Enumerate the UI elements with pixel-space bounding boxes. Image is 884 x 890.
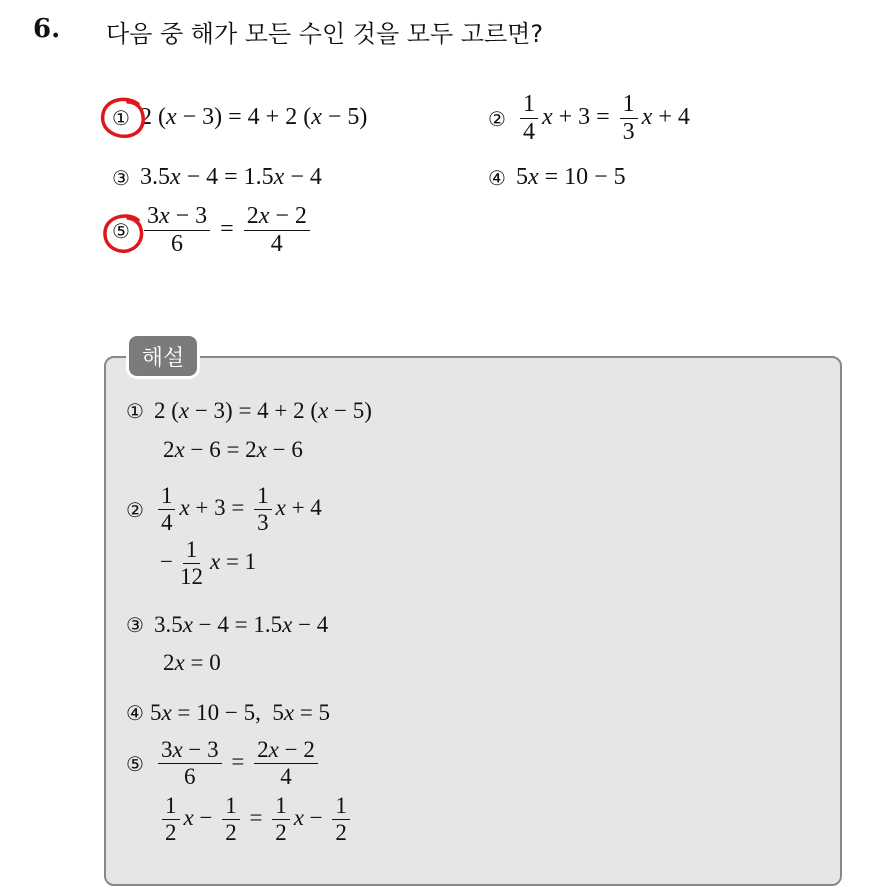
solution-2-line-1: $\frac{1}{4}$ x + 3 = $\frac{1}{3}$ x + 4 <box>154 484 322 535</box>
solution-2-line-2: − $\frac{1}{12}$ x = 1 <box>160 537 257 590</box>
choice-1-marker: ① <box>112 105 130 130</box>
question-text: 다음 중 해가 모든 수인 것을 모두 고르면? <box>106 20 544 48</box>
choice-5[interactable] <box>112 204 314 257</box>
choice-2-marker: ② <box>488 106 506 131</box>
solution-4-marker: ④ <box>126 701 144 725</box>
solution-5-line-2: $\frac{1}{2}$ x − $\frac{1}{2}$ = $\frac{1}{2}$ x − $\frac{1}{2}$ <box>158 794 354 845</box>
choice-4-equation: 5x = 10 − 5 <box>515 164 626 190</box>
choice-2[interactable] <box>488 92 690 145</box>
choice-4[interactable] <box>488 164 626 191</box>
choice-5-equation: $\frac{3x - 3}{6}$ = $\frac{2x - 2}{4}$ <box>140 204 314 257</box>
choice-1[interactable] <box>112 104 367 131</box>
solution-1-line-2: 2x − 6 = 2x − 6 <box>163 437 303 462</box>
solution-step-1 <box>126 398 372 424</box>
solution-step-2 <box>126 484 322 535</box>
solution-2-marker: ② <box>126 497 144 522</box>
solution-step-5 <box>126 738 322 789</box>
choice-4-marker: ④ <box>488 165 506 190</box>
solution-1-line-1: 2 (x − 3) = 4 + 2 (x − 5) <box>153 398 372 423</box>
solution-3-marker: ③ <box>126 613 144 637</box>
choice-1-equation: 2 (x − 3) = 4 + 2 (x − 5) <box>139 104 368 130</box>
solution-tab-label: 해설 <box>129 336 197 376</box>
solution-4-line-1: 5x = 10 − 5, 5x = 5 <box>149 700 331 725</box>
solution-5-line-1: $\frac{3x - 3}{6}$ = $\frac{2x - 2}{4}$ <box>154 738 322 789</box>
choice-5-marker: ⑤ <box>112 218 130 243</box>
choice-3-equation: 3.5x − 4 = 1.5x − 4 <box>139 164 322 190</box>
choice-2-equation: $\frac{1}{4}$ x + 3 = $\frac{1}{3}$ x + 4 <box>516 92 690 145</box>
question-number: 6. <box>33 14 61 44</box>
solution-5-marker: ⑤ <box>126 751 144 776</box>
solution-3-line-1: 3.5x − 4 = 1.5x − 4 <box>153 612 329 637</box>
solution-1-marker: ① <box>126 399 144 423</box>
solution-step-3 <box>126 612 328 638</box>
choice-3[interactable] <box>112 164 322 191</box>
solution-step-4 <box>126 700 330 726</box>
choice-3-marker: ③ <box>112 165 130 190</box>
solution-3-line-2: 2x = 0 <box>163 650 221 675</box>
